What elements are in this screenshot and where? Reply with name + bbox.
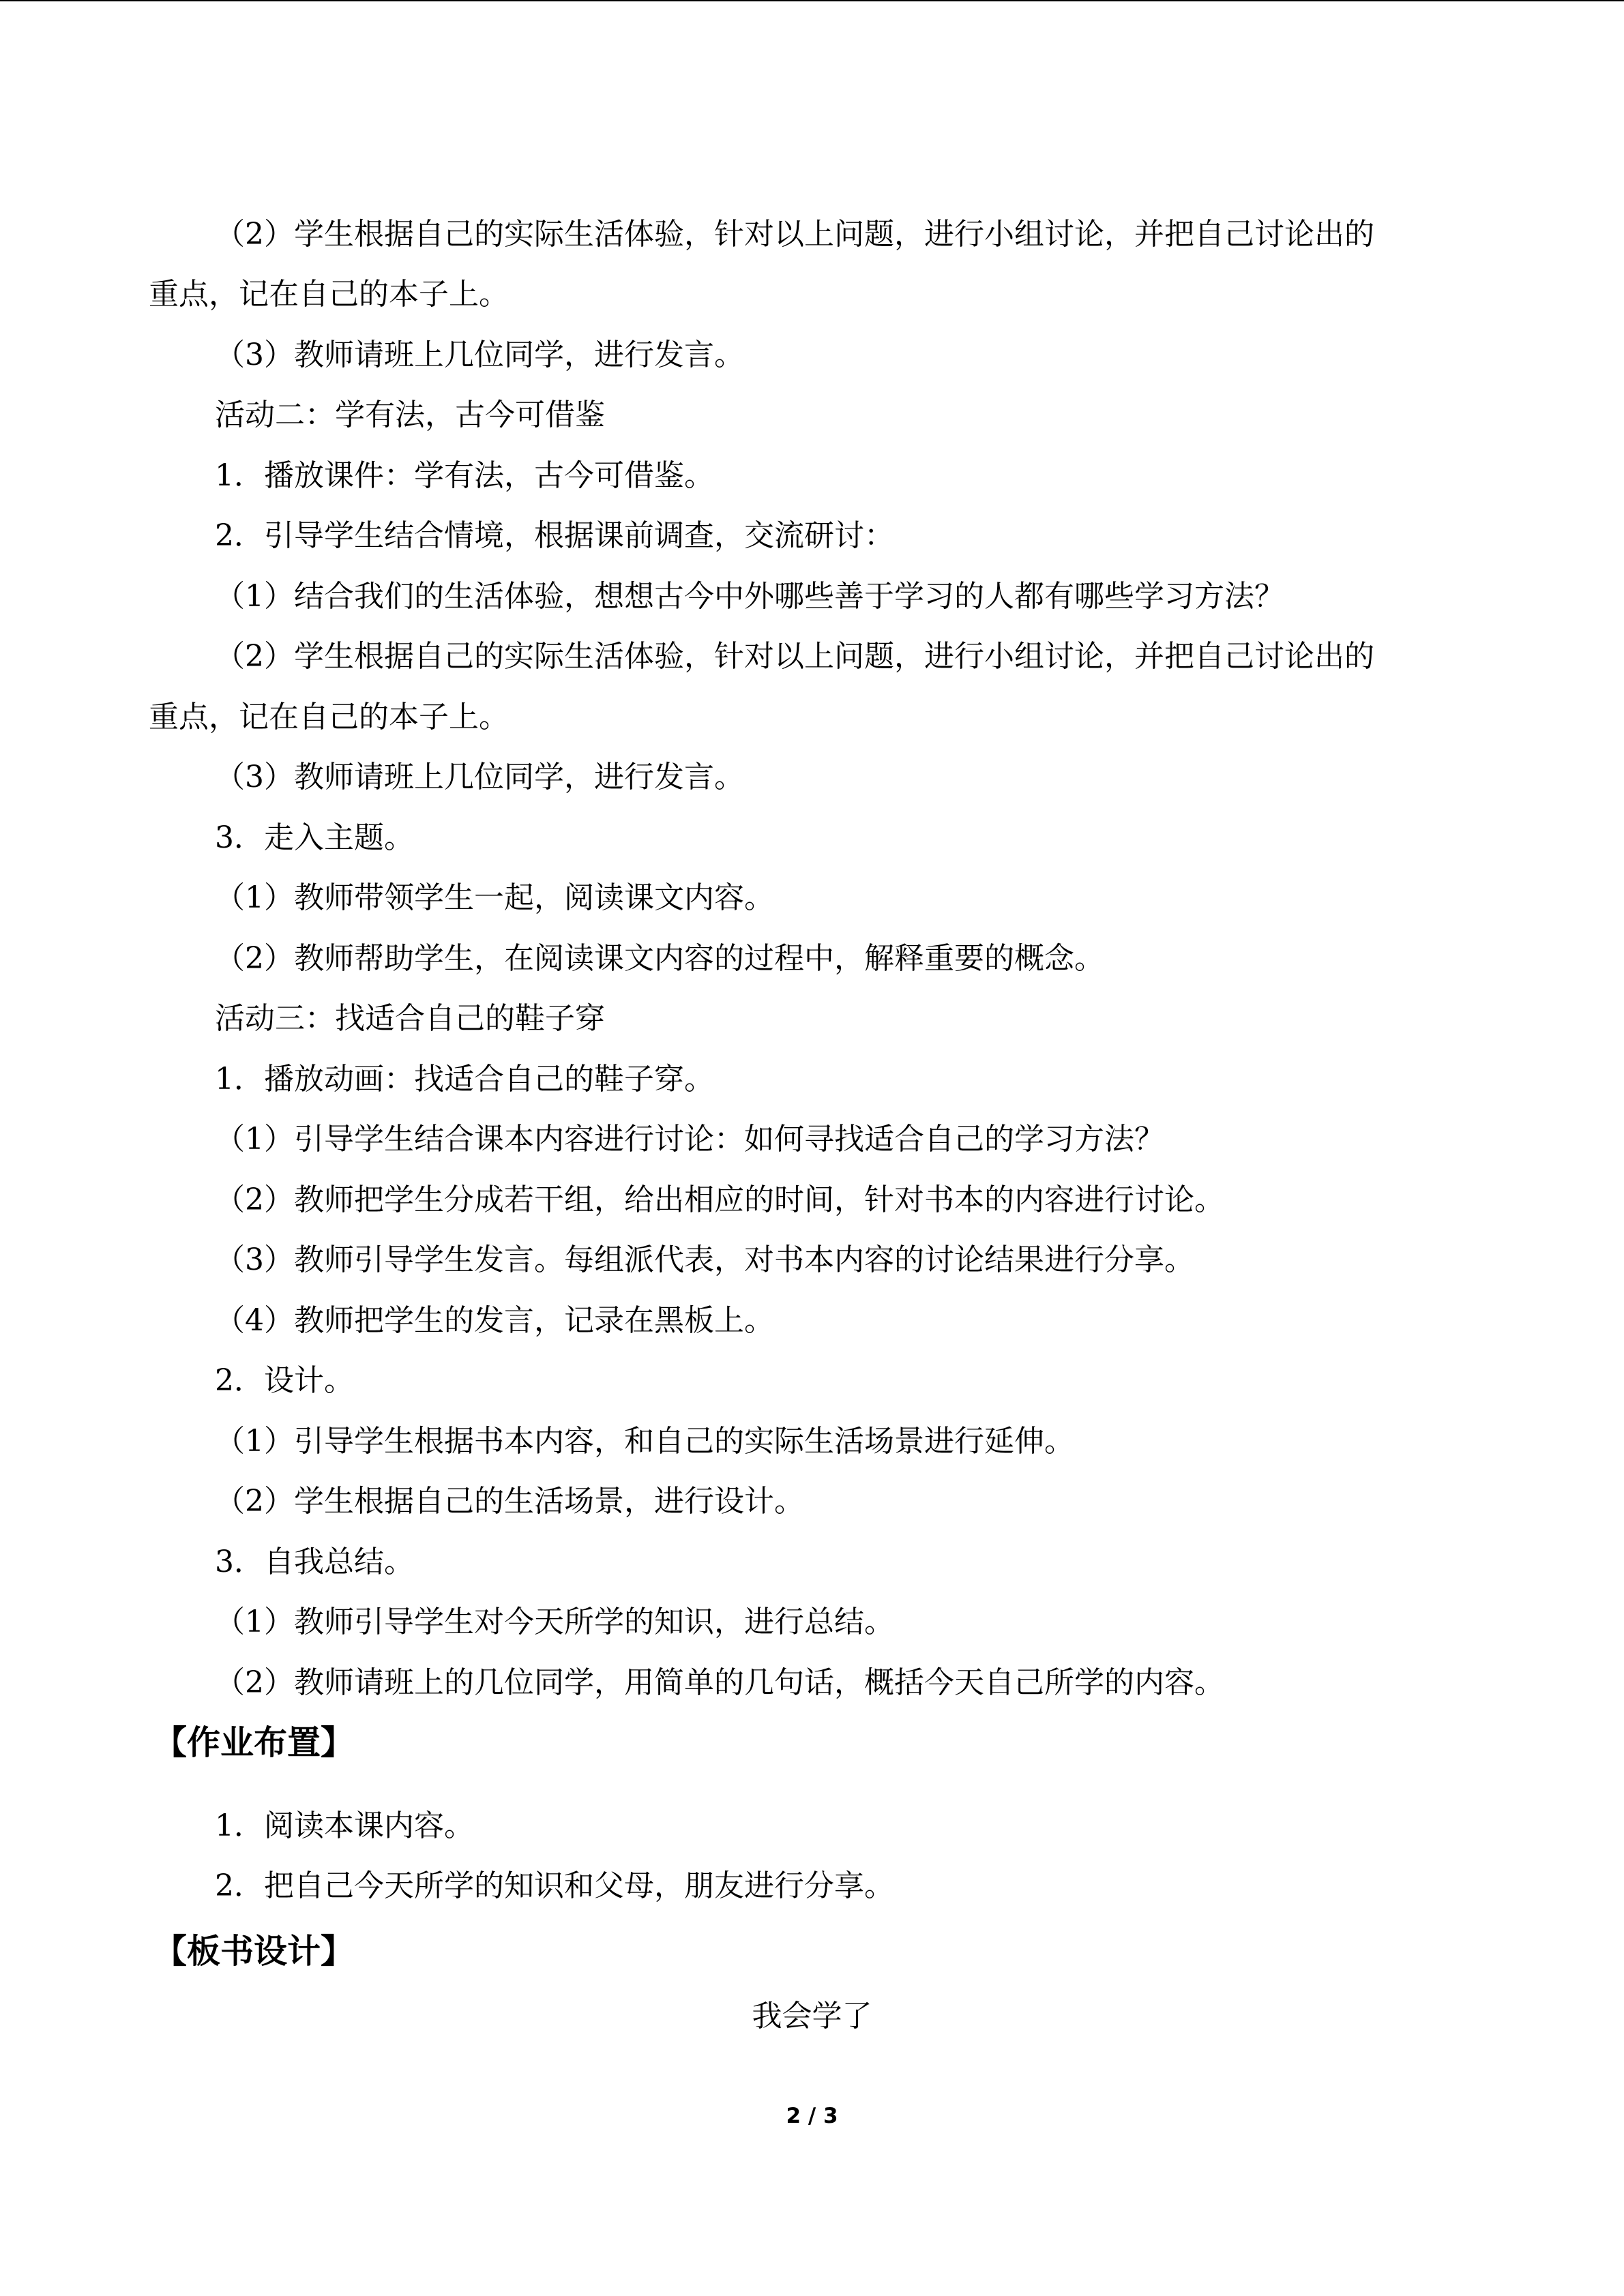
- activity-title: 活动三：找适合自己的鞋子穿: [215, 1001, 605, 1036]
- paragraph-line: 1．播放动画：找适合自己的鞋子穿。: [215, 1062, 714, 1097]
- homework-heading: 【作业布置】: [153, 1723, 355, 1762]
- paragraph-line: （3）教师请班上几位同学，进行发言。: [215, 760, 744, 794]
- paragraph-line: 2．引导学生结合情境，根据课前调查，交流研讨：: [215, 518, 894, 553]
- board-design-title: 我会学了: [752, 1999, 872, 2033]
- paragraph-line: （2）教师把学生分成若干组，给出相应的时间，针对书本的内容进行讨论。: [215, 1182, 1224, 1217]
- paragraph-line: （1）结合我们的生活体验，想想古今中外哪些善于学习的人都有哪些学习方法？: [215, 579, 1284, 614]
- paragraph-line: （2）学生根据自己的实际生活体验，针对以上问题，进行小组讨论，并把自己讨论出的: [215, 639, 1374, 674]
- paragraph-line: 3．自我总结。: [215, 1545, 414, 1579]
- paragraph-line: （3）教师请班上几位同学，进行发言。: [215, 338, 744, 372]
- page-number: 2 / 3: [786, 2104, 838, 2128]
- paragraph-line: （1）教师引导学生对今天所学的知识，进行总结。: [215, 1605, 894, 1639]
- top-border-line: [0, 0, 1624, 1]
- paragraph-line: 2．设计。: [215, 1363, 354, 1398]
- homework-item: 1．阅读本课内容。: [215, 1808, 474, 1843]
- paragraph-line: （2）教师请班上的几位同学，用简单的几句话，概括今天自己所学的内容。: [215, 1665, 1224, 1700]
- homework-item: 2．把自己今天所学的知识和父母，朋友进行分享。: [215, 1868, 894, 1903]
- paragraph-line: （3）教师引导学生发言。每组派代表，对书本内容的讨论结果进行分享。: [215, 1242, 1194, 1277]
- paragraph-line: 3．走入主题。: [215, 820, 414, 855]
- board-design-heading: 【板书设计】: [153, 1932, 355, 1971]
- paragraph-line: （1）教师带领学生一起，阅读课文内容。: [215, 880, 774, 915]
- paragraph-line: （2）学生根据自己的生活场景，进行设计。: [215, 1484, 804, 1519]
- paragraph-line: （4）教师把学生的发言，记录在黑板上。: [215, 1303, 774, 1338]
- activity-title: 活动二：学有法，古今可借鉴: [215, 398, 605, 432]
- paragraph-line: 重点，记在自己的本子上。: [149, 277, 509, 312]
- paragraph-line: （2）教师帮助学生，在阅读课文内容的过程中，解释重要的概念。: [215, 941, 1104, 976]
- paragraph-line: （1）引导学生结合课本内容进行讨论：如何寻找适合自己的学习方法？: [215, 1122, 1164, 1157]
- paragraph-line: 重点，记在自己的本子上。: [149, 700, 509, 734]
- paragraph-line: （1）引导学生根据书本内容，和自己的实际生活场景进行延伸。: [215, 1424, 1074, 1459]
- paragraph-line: （2）学生根据自己的实际生活体验，针对以上问题，进行小组讨论，并把自己讨论出的: [215, 217, 1374, 252]
- paragraph-line: 1．播放课件：学有法，古今可借鉴。: [215, 458, 714, 493]
